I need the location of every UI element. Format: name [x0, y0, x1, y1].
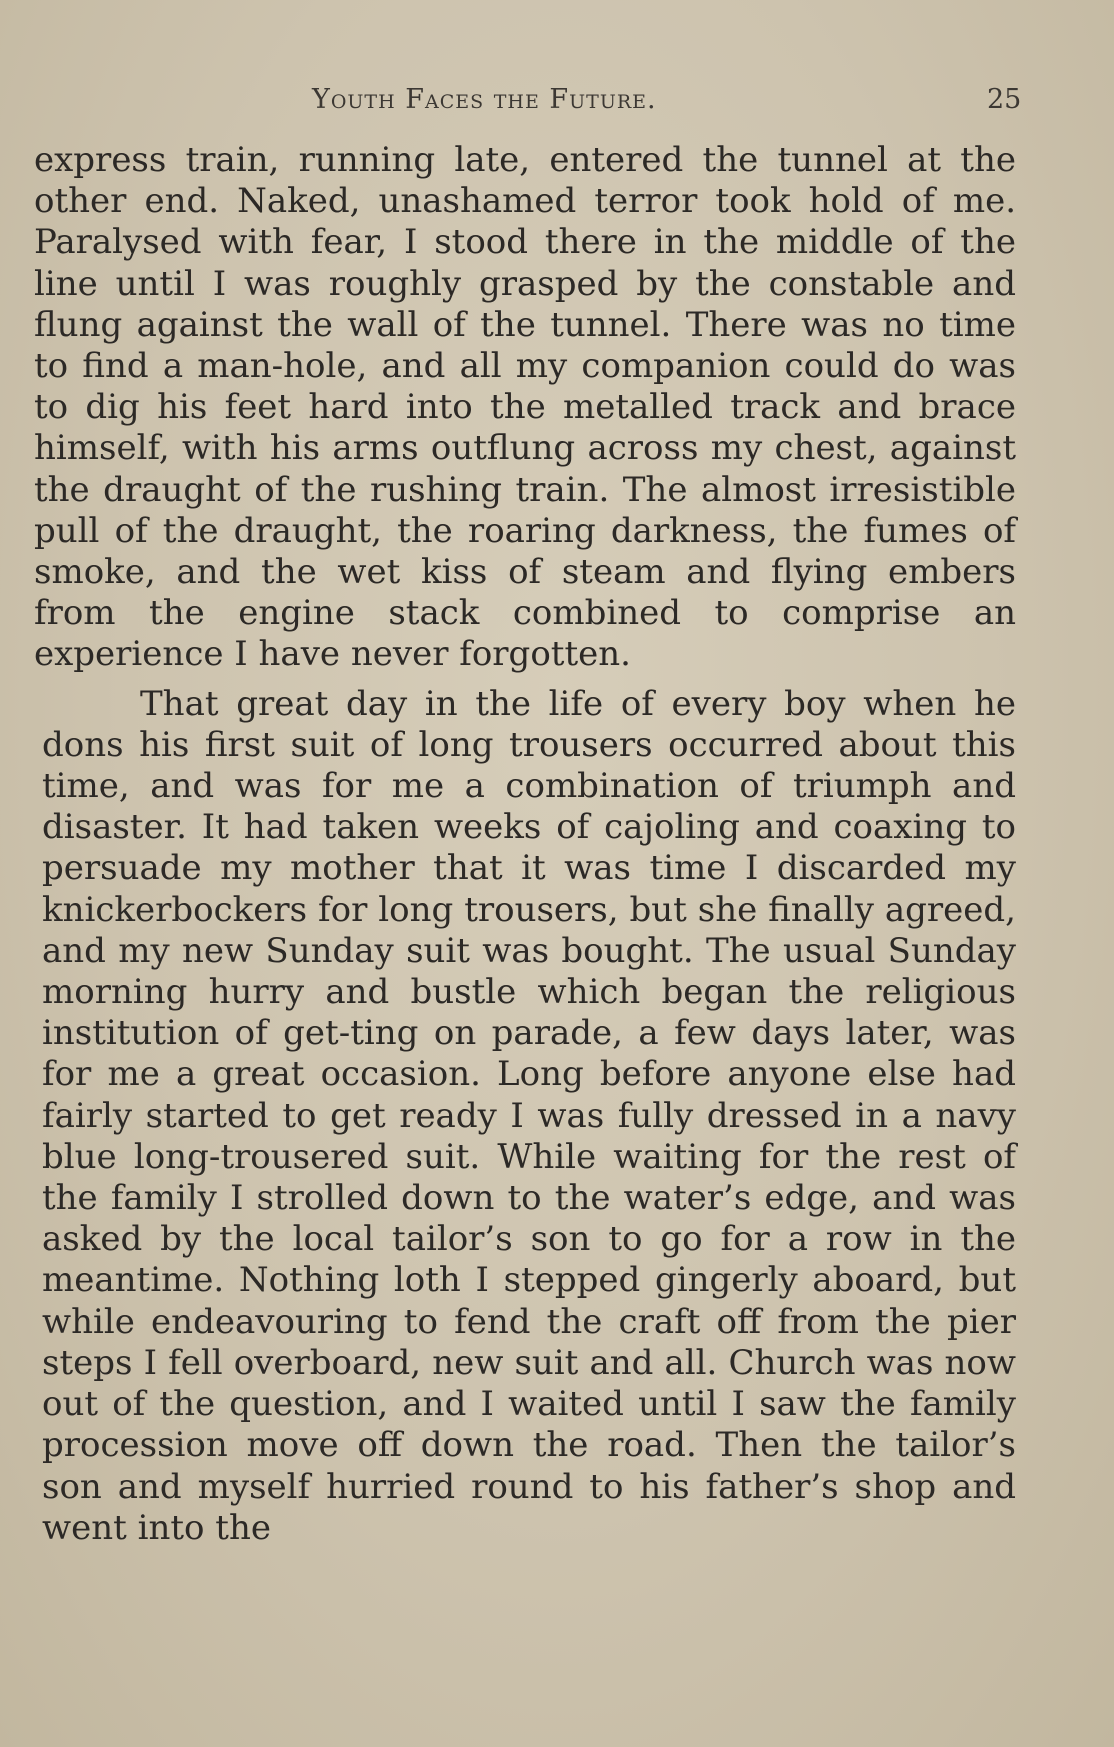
paragraph-tunnel: express train, running late, entered the tunnel at the other end. Naked, unashamed terror took hold of me. Paralysed with fear, I stood there in the middle of the line until I was roughly grasped by the constable and flung against the wall of the tunnel. There was no time to find a man-hole, and all my companion could do was to dig his feet hard into the metalled track and brace himself, with his arms outflung across my chest, against the draught of the rushing train. The almost irresistible pull of the draught, the roaring darkness, the fumes of smoke, and the wet kiss of steam and flying embers from the engine stack combined to comprise an experience I have never forgotten.: [34, 140, 1016, 675]
running-title: Youth Faces the Future.: [312, 84, 657, 115]
body-text: [34, 140, 1016, 1549]
running-head: [0, 84, 1114, 124]
paragraph-long-trousers: That great day in the life of every boy when he dons his first suit of long trousers occurred about this time, and was for me a combination of triumph and disaster. It had taken weeks of cajoling and coaxing to persuade my mother that it was time I discarded my knickerbockers for long trousers, but she finally agreed, and my new Sunday suit was bought. The usual Sunday morning hurry and bustle which began the religious institution of get-ting on parade, a few days later, was for me a great occasion. Long before anyone else had fairly started to get ready I was fully dressed in a navy blue long-trousered suit. While waiting for the rest of the family I strolled down to the water’s edge, and was asked by the local tailor’s son to go for a row in the meantime. Nothing loth I stepped gingerly aboard, but while endeavouring to fend the craft off from the pier steps I fell overboard, new suit and all. Church was now out of the question, and I waited until I saw the family procession move off down the road. Then the tailor’s son and myself hurried round to his father’s shop and went into the: [42, 683, 1016, 1548]
page-number: 25: [987, 84, 1022, 115]
